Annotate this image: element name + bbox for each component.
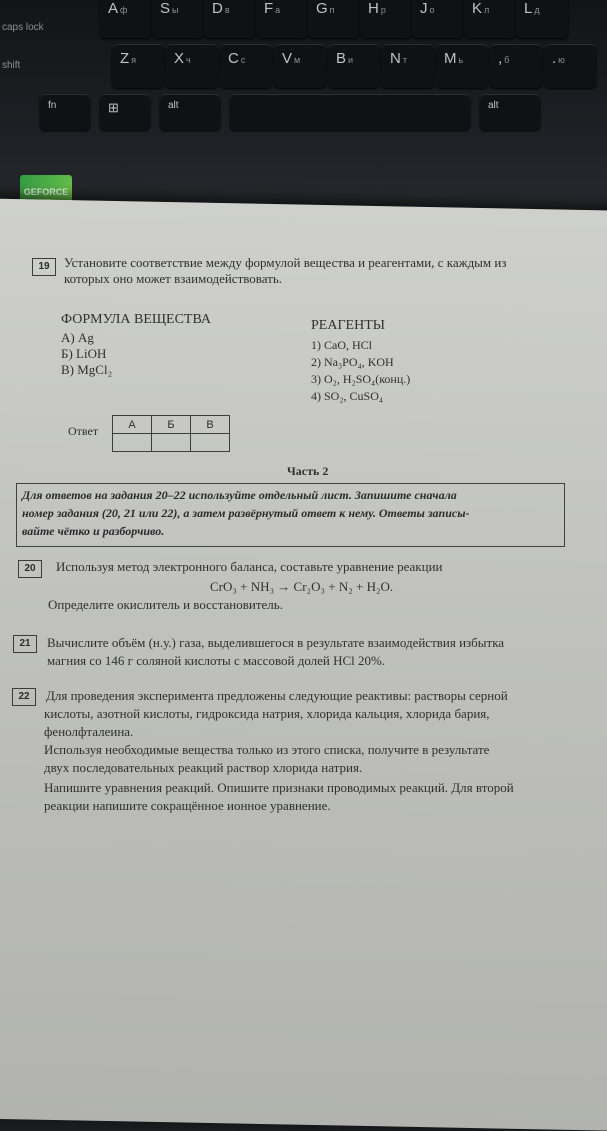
shift-label: shift bbox=[2, 60, 21, 71]
key-n: Nт bbox=[382, 44, 434, 88]
part-2-title: Часть 2 bbox=[287, 464, 329, 478]
formula-column-heading: ФОРМУЛА ВЕЩЕСТВА bbox=[61, 312, 212, 327]
key-v: Vм bbox=[274, 44, 326, 88]
reagents-column-heading: РЕАГЕНТЫ bbox=[311, 318, 385, 333]
question-20-number: 20 bbox=[18, 560, 42, 578]
key-alt-right: alt bbox=[480, 94, 540, 130]
question-19-text-2: которых оно может взаимодействовать. bbox=[64, 271, 283, 286]
reagent-item-3: 3) O₂, H₂SO₄(конц.) bbox=[311, 372, 411, 386]
question-22-line-1: Для проведения эксперимента предложены следующие реактивы: растворы серной bbox=[46, 688, 508, 703]
question-22-line-2: кислоты, азотной кислоты, гидроксида натрия, хлорида кальция, хлорида бария, bbox=[44, 706, 490, 721]
question-19-number: 19 bbox=[32, 258, 56, 276]
caps-lock-label: caps lock bbox=[2, 22, 44, 33]
key-z: Zя bbox=[112, 44, 164, 88]
key-x: Xч bbox=[166, 44, 218, 88]
formula-item-a: А) Ag bbox=[61, 330, 94, 345]
formula-item-v: В) MgCl₂ bbox=[61, 362, 113, 377]
question-20-text-2: Определите окислитель и восстановитель. bbox=[48, 597, 283, 612]
question-20-equation: CrO₃ + NH₃ → Cr₂O₃ + N₂ + H₂O. bbox=[210, 579, 394, 594]
key-j: Jо bbox=[412, 0, 464, 38]
reagent-item-1: 1) CaO, HCl bbox=[311, 338, 372, 352]
answer-cell-v[interactable] bbox=[191, 434, 230, 452]
question-22-number: 22 bbox=[12, 688, 36, 706]
question-19-text-1: Установите соответствие между формулой вещества и реагентами, с каждым из bbox=[64, 255, 507, 270]
question-22-line-4: Используя необходимые вещества только из этого списка, получите в результате bbox=[44, 742, 490, 757]
key-k: Kл bbox=[464, 0, 516, 38]
key-comma: , б bbox=[490, 44, 542, 88]
key-h: Hр bbox=[360, 0, 412, 38]
windows-logo-icon: ⊞ bbox=[108, 100, 119, 115]
reagent-item-4: 4) SO₂, CuSO₄ bbox=[311, 389, 384, 403]
formula-item-b: Б) LiOH bbox=[61, 346, 107, 361]
question-22-line-3: фенолфталеина. bbox=[44, 724, 134, 739]
key-g: Gп bbox=[308, 0, 360, 38]
key-d: Dв bbox=[204, 0, 256, 38]
answer-header-a: А bbox=[113, 416, 152, 434]
key-alt-left: alt bbox=[160, 94, 220, 130]
key-f: Fа bbox=[256, 0, 308, 38]
answer-cell-b[interactable] bbox=[152, 434, 191, 452]
key-c: Cс bbox=[220, 44, 272, 88]
question-22-line-5: двух последовательных реакций раствор хлорида натрия. bbox=[44, 760, 363, 775]
answer-grid bbox=[112, 415, 230, 452]
question-21-number: 21 bbox=[13, 635, 37, 653]
key-l: Lд bbox=[516, 0, 568, 38]
key-period: . ю bbox=[544, 44, 596, 88]
question-20-text-1: Используя метод электронного баланса, составьте уравнение реакции bbox=[56, 559, 443, 574]
key-s: Sы bbox=[152, 0, 204, 38]
key-b: Bи bbox=[328, 44, 380, 88]
key-m: Mь bbox=[436, 44, 488, 88]
geforce-sticker: GEFORCE bbox=[20, 175, 72, 209]
reagent-item-2: 2) Na₃PO₄, KOH bbox=[311, 355, 394, 369]
answer-header-v: В bbox=[191, 416, 230, 434]
question-22-line-6: Напишите уравнения реакций. Опишите признаки проводимых реакций. Для второй bbox=[44, 780, 514, 795]
answer-label: Ответ bbox=[68, 424, 99, 438]
instructions-line-1: Для ответов на задания 20–22 используйте отдельный лист. Запишите сначала bbox=[22, 488, 457, 502]
instructions-line-3: вайте чётко и разборчиво. bbox=[22, 524, 165, 538]
answer-header-b: Б bbox=[152, 416, 191, 434]
question-21-text-2: магния со 146 г соляной кислоты с массовой долей HCl 20%. bbox=[47, 653, 386, 668]
question-22-line-7: реакции напишите сокращённое ионное уравнение. bbox=[44, 798, 331, 813]
key-fn: fn bbox=[40, 94, 90, 130]
question-21-text-1: Вычислите объём (н.у.) газа, выделившегося в результате взаимодействия избытка bbox=[47, 635, 505, 650]
key-a: Aф bbox=[100, 0, 152, 38]
answer-cell-a[interactable] bbox=[113, 434, 152, 452]
instructions-line-2: номер задания (20, 21 или 22), а затем развёрнутый ответ к нему. Ответы записы- bbox=[22, 506, 470, 520]
